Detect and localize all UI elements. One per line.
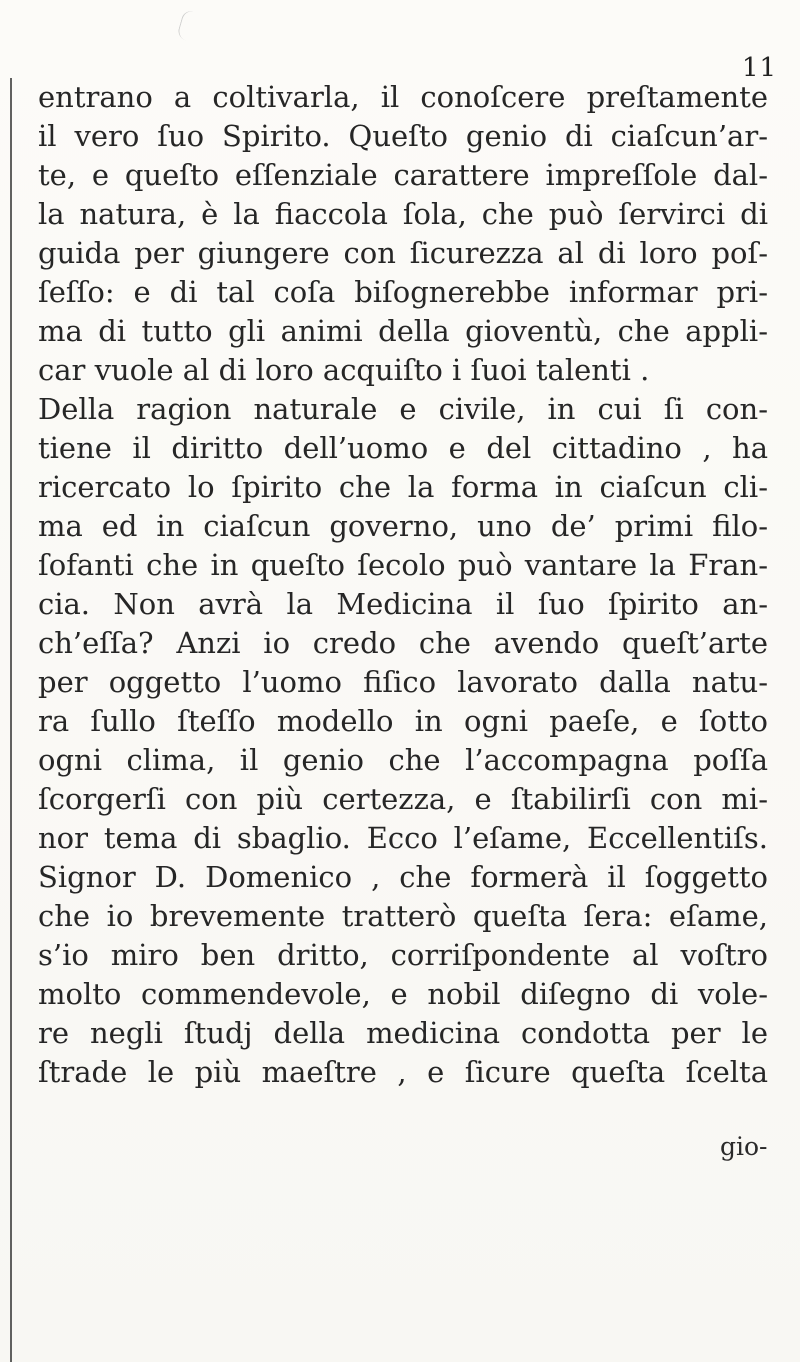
text-line: ma ed in ciaſcun governo, uno de’ primi filo-: [38, 509, 768, 543]
text-line: molto commendevole, e nobil diſegno di vole-: [38, 977, 768, 1011]
text-line: ſofanti che in queſto ſecolo può vantare la Fran-: [38, 548, 768, 582]
text-line: tiene il diritto dell’uomo e del cittadino , ha: [38, 431, 768, 465]
text-line: il vero ſuo Spirito. Queſto genio di ciaſcun’ar-: [38, 119, 768, 153]
text-line: ma di tutto gli animi della gioventù, che appli-: [38, 314, 768, 348]
text-line: re negli ſtudj della medicina condotta per le: [38, 1016, 768, 1050]
text-line: te, e queſto eſſenziale carattere impreſſole dal-: [38, 158, 768, 192]
text-line: la natura, è la fiaccola ſola, che può ſervirci di: [38, 197, 768, 231]
text-line: nor tema di sbaglio. Ecco l’eſame, Eccellentiſs.: [38, 821, 768, 855]
text-line: ſtrade le più maeſtre , e ſicure queſta ſcelta: [38, 1055, 768, 1089]
text-line: che io brevemente tratterò queſta ſera: eſame,: [38, 899, 768, 933]
text-line: s’io miro ben dritto, corriſpondente al voſtro: [38, 938, 768, 972]
text-line: ch’eſſa? Anzi io credo che avendo queſt’arte: [38, 626, 768, 660]
text-line: per oggetto l’uomo fiſico lavorato dalla natu-: [38, 665, 768, 699]
text-line: ra ſullo ſteſſo modello in ogni paeſe, e ſotto: [38, 704, 768, 738]
text-line: Della ragion naturale e civile, in cui ſi con-: [38, 392, 768, 426]
text-line: ogni clima, il genio che l’accompagna poſſa: [38, 743, 768, 777]
text-line: guida per giungere con ſicurezza al di loro poſ-: [38, 236, 768, 270]
catchword: gio-: [720, 1132, 768, 1161]
text-line: Signor D. Domenico , che formerà il ſoggetto: [38, 860, 768, 894]
page-number: 11: [742, 53, 778, 83]
text-line: ſeſſo: e di tal coſa biſognerebbe informar pri-: [38, 275, 768, 309]
text-line: cia. Non avrà la Medicina il ſuo ſpirito an-: [38, 587, 768, 621]
text-line: ſcorgerſi con più certezza, e ſtabilirſi con mi-: [38, 782, 768, 816]
text-line: car vuole al di loro acquiſto i ſuoi talenti .: [38, 353, 650, 387]
text-line: entrano a coltivarla, il conoſcere preſtamente: [38, 80, 768, 114]
text-line: ricercato lo ſpirito che la forma in ciaſcun cli-: [38, 470, 768, 504]
